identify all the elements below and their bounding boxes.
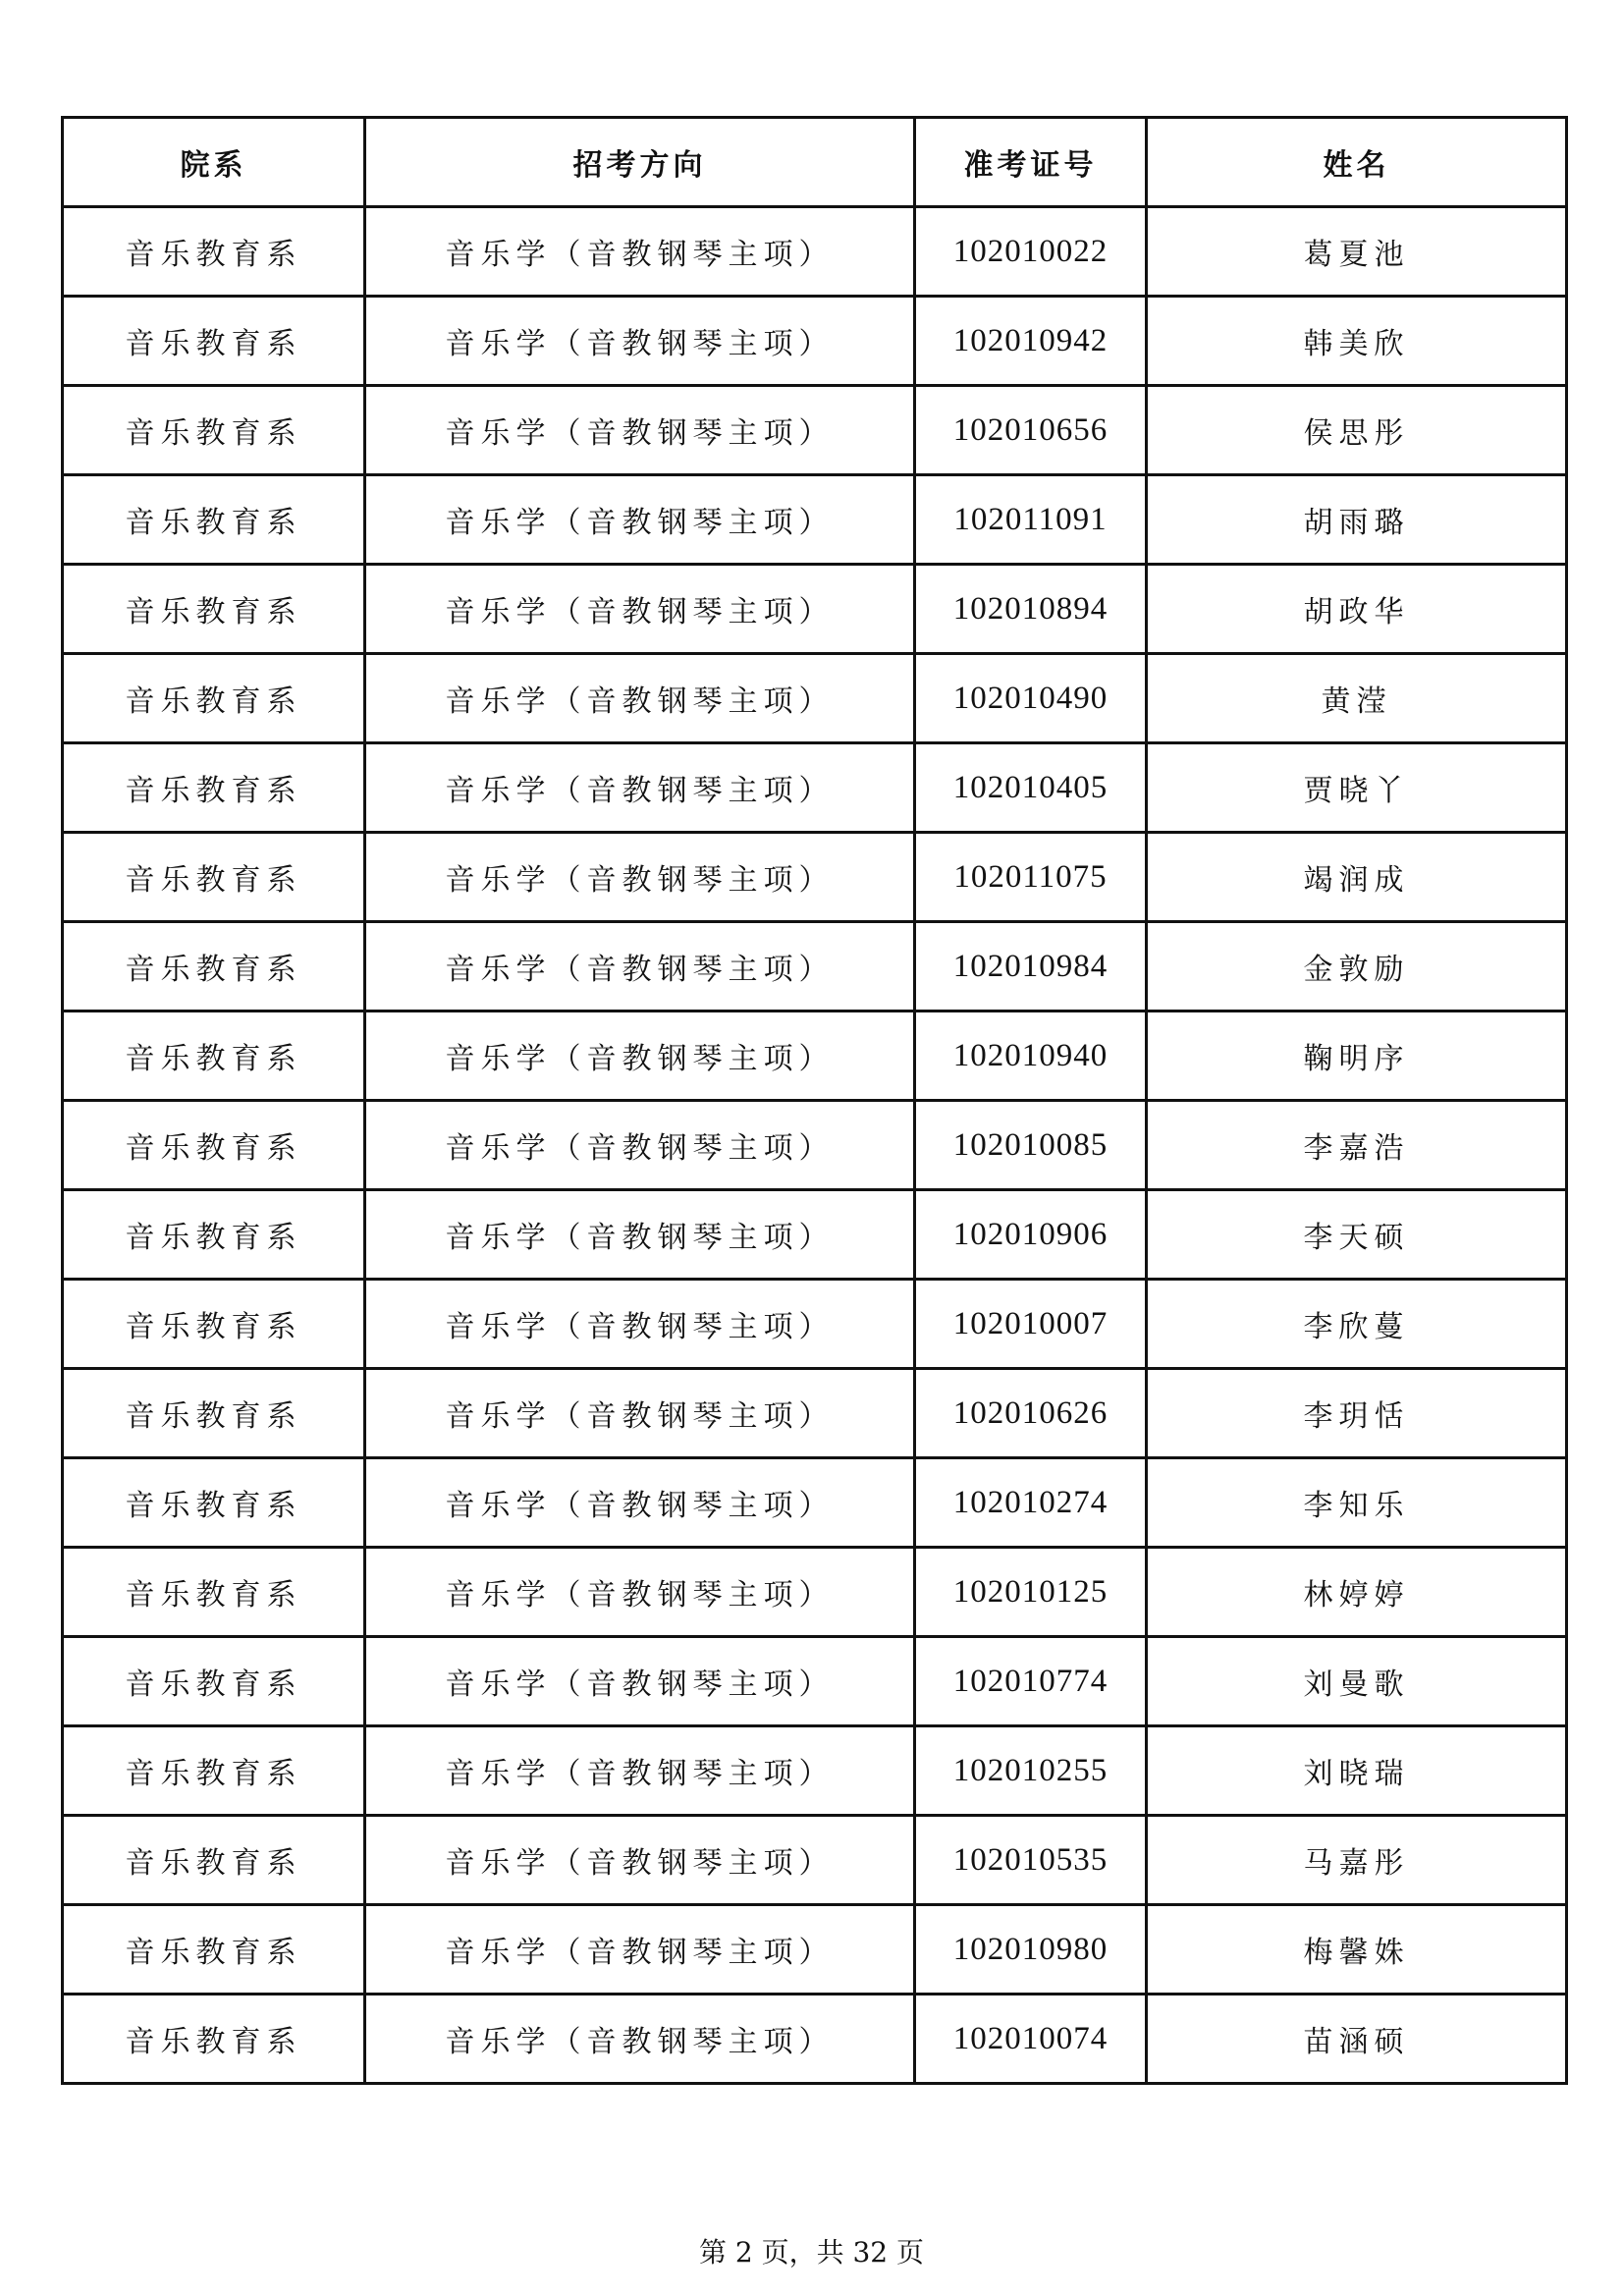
cell-name: 韩美欣 xyxy=(1147,297,1567,386)
cell-name: 刘晓瑞 xyxy=(1147,1726,1567,1816)
cell-direction: 音乐学（音教钢琴主项） xyxy=(365,1548,915,1637)
cell-direction: 音乐学（音教钢琴主项） xyxy=(365,386,915,475)
cell-exam-number: 102010626 xyxy=(915,1369,1147,1458)
cell-department: 音乐教育系 xyxy=(63,1995,365,2084)
header-name: 姓名 xyxy=(1147,118,1567,207)
cell-department: 音乐教育系 xyxy=(63,743,365,833)
cell-exam-number: 102010980 xyxy=(915,1905,1147,1995)
cell-direction: 音乐学（音教钢琴主项） xyxy=(365,565,915,654)
cell-direction: 音乐学（音教钢琴主项） xyxy=(365,475,915,565)
cell-name: 黄滢 xyxy=(1147,654,1567,743)
cell-name: 李欣蔓 xyxy=(1147,1280,1567,1369)
cell-department: 音乐教育系 xyxy=(63,475,365,565)
table-row xyxy=(63,297,1567,386)
cell-direction: 音乐学（音教钢琴主项） xyxy=(365,1995,915,2084)
table-row xyxy=(63,386,1567,475)
table-row xyxy=(63,1548,1567,1637)
candidate-table xyxy=(61,116,1568,2085)
cell-department: 音乐教育系 xyxy=(63,1726,365,1816)
cell-exam-number: 102010125 xyxy=(915,1548,1147,1637)
cell-exam-number: 102010906 xyxy=(915,1190,1147,1280)
cell-direction: 音乐学（音教钢琴主项） xyxy=(365,1816,915,1905)
table-row xyxy=(63,1280,1567,1369)
cell-name: 李玥恬 xyxy=(1147,1369,1567,1458)
table-row xyxy=(63,922,1567,1011)
cell-exam-number: 102010085 xyxy=(915,1101,1147,1190)
cell-department: 音乐教育系 xyxy=(63,1905,365,1995)
table-row xyxy=(63,1101,1567,1190)
cell-department: 音乐教育系 xyxy=(63,1548,365,1637)
table-row xyxy=(63,1905,1567,1995)
table-row xyxy=(63,565,1567,654)
table-row xyxy=(63,1816,1567,1905)
header-department: 院系 xyxy=(63,118,365,207)
cell-name: 胡政华 xyxy=(1147,565,1567,654)
cell-department: 音乐教育系 xyxy=(63,654,365,743)
cell-direction: 音乐学（音教钢琴主项） xyxy=(365,1726,915,1816)
cell-direction: 音乐学（音教钢琴主项） xyxy=(365,1905,915,1995)
cell-department: 音乐教育系 xyxy=(63,1637,365,1726)
cell-exam-number: 102010490 xyxy=(915,654,1147,743)
cell-direction: 音乐学（音教钢琴主项） xyxy=(365,207,915,297)
cell-direction: 音乐学（音教钢琴主项） xyxy=(365,654,915,743)
cell-exam-number: 102010774 xyxy=(915,1637,1147,1726)
cell-exam-number: 102010007 xyxy=(915,1280,1147,1369)
cell-department: 音乐教育系 xyxy=(63,1280,365,1369)
cell-direction: 音乐学（音教钢琴主项） xyxy=(365,1190,915,1280)
cell-name: 李嘉浩 xyxy=(1147,1101,1567,1190)
header-direction: 招考方向 xyxy=(365,118,915,207)
table-row xyxy=(63,1637,1567,1726)
cell-direction: 音乐学（音教钢琴主项） xyxy=(365,743,915,833)
cell-direction: 音乐学（音教钢琴主项） xyxy=(365,922,915,1011)
cell-department: 音乐教育系 xyxy=(63,1458,365,1548)
cell-name: 葛夏池 xyxy=(1147,207,1567,297)
cell-name: 刘曼歌 xyxy=(1147,1637,1567,1726)
cell-exam-number: 102010535 xyxy=(915,1816,1147,1905)
cell-department: 音乐教育系 xyxy=(63,297,365,386)
cell-exam-number: 102011091 xyxy=(915,475,1147,565)
table-row xyxy=(63,1011,1567,1101)
cell-exam-number: 102010656 xyxy=(915,386,1147,475)
cell-exam-number: 102010984 xyxy=(915,922,1147,1011)
cell-department: 音乐教育系 xyxy=(63,386,365,475)
cell-department: 音乐教育系 xyxy=(63,833,365,922)
header-exam-number: 准考证号 xyxy=(915,118,1147,207)
cell-exam-number: 102010274 xyxy=(915,1458,1147,1548)
table-row xyxy=(63,743,1567,833)
table-row xyxy=(63,475,1567,565)
cell-direction: 音乐学（音教钢琴主项） xyxy=(365,1637,915,1726)
cell-department: 音乐教育系 xyxy=(63,1011,365,1101)
cell-exam-number: 102010405 xyxy=(915,743,1147,833)
cell-department: 音乐教育系 xyxy=(63,922,365,1011)
table-row xyxy=(63,1995,1567,2084)
cell-exam-number: 102010942 xyxy=(915,297,1147,386)
cell-name: 李天硕 xyxy=(1147,1190,1567,1280)
cell-exam-number: 102010894 xyxy=(915,565,1147,654)
cell-exam-number: 102010074 xyxy=(915,1995,1147,2084)
cell-department: 音乐教育系 xyxy=(63,1369,365,1458)
cell-name: 马嘉彤 xyxy=(1147,1816,1567,1905)
cell-department: 音乐教育系 xyxy=(63,1816,365,1905)
cell-department: 音乐教育系 xyxy=(63,207,365,297)
cell-department: 音乐教育系 xyxy=(63,565,365,654)
cell-name: 侯思彤 xyxy=(1147,386,1567,475)
cell-direction: 音乐学（音教钢琴主项） xyxy=(365,1280,915,1369)
page-number: 第 2 页，共 32 页 xyxy=(698,2236,925,2269)
table-row xyxy=(63,1458,1567,1548)
cell-name: 李知乐 xyxy=(1147,1458,1567,1548)
cell-department: 音乐教育系 xyxy=(63,1101,365,1190)
table-row xyxy=(63,1190,1567,1280)
cell-exam-number: 102010255 xyxy=(915,1726,1147,1816)
cell-direction: 音乐学（音教钢琴主项） xyxy=(365,1369,915,1458)
cell-name: 金敦励 xyxy=(1147,922,1567,1011)
cell-department: 音乐教育系 xyxy=(63,1190,365,1280)
table-header-row xyxy=(63,118,1567,207)
table-row xyxy=(63,1726,1567,1816)
cell-exam-number: 102010940 xyxy=(915,1011,1147,1101)
cell-name: 竭润成 xyxy=(1147,833,1567,922)
cell-name: 林婷婷 xyxy=(1147,1548,1567,1637)
table-row xyxy=(63,207,1567,297)
cell-direction: 音乐学（音教钢琴主项） xyxy=(365,833,915,922)
cell-name: 鞠明序 xyxy=(1147,1011,1567,1101)
table-row xyxy=(63,833,1567,922)
cell-exam-number: 102011075 xyxy=(915,833,1147,922)
cell-direction: 音乐学（音教钢琴主项） xyxy=(365,1011,915,1101)
cell-name: 胡雨璐 xyxy=(1147,475,1567,565)
cell-name: 梅馨姝 xyxy=(1147,1905,1567,1995)
cell-direction: 音乐学（音教钢琴主项） xyxy=(365,1101,915,1190)
table-row xyxy=(63,654,1567,743)
cell-name: 贾晓丫 xyxy=(1147,743,1567,833)
cell-name: 苗涵硕 xyxy=(1147,1995,1567,2084)
cell-direction: 音乐学（音教钢琴主项） xyxy=(365,1458,915,1548)
cell-exam-number: 102010022 xyxy=(915,207,1147,297)
cell-direction: 音乐学（音教钢琴主项） xyxy=(365,297,915,386)
table-row xyxy=(63,1369,1567,1458)
